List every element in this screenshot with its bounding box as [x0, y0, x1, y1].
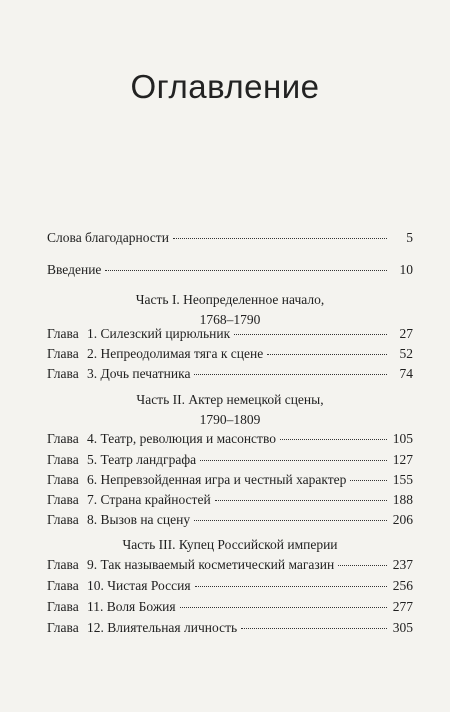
toc-entry-introduction	[47, 262, 413, 278]
page-number: 277	[392, 599, 413, 614]
page-number: 105	[392, 431, 413, 446]
part-heading	[47, 535, 413, 555]
page-number: 74	[399, 366, 413, 381]
toc-entry-chapter	[47, 472, 413, 488]
page-number: 10	[399, 262, 413, 277]
toc-entry-chapter	[47, 599, 413, 615]
entry-label: 1. Силезский цирюльник	[87, 326, 231, 341]
chapter-prefix: Глава	[47, 366, 79, 381]
dot-leader	[173, 238, 387, 239]
entry-label: 5. Театр ландграфа	[87, 452, 197, 467]
dot-leader	[180, 607, 387, 608]
part-title: Часть III. Купец Российской империи	[122, 537, 338, 552]
dot-leader	[234, 334, 387, 335]
chapter-prefix: Глава	[47, 431, 79, 446]
dot-leader	[338, 565, 387, 566]
chapter-prefix: Глава	[47, 472, 79, 487]
part-years: 1768–1790	[199, 312, 261, 327]
entry-label: 4. Театр, революция и масонство	[87, 431, 276, 446]
chapter-prefix: Глава	[47, 346, 79, 361]
page-number: 5	[406, 230, 413, 245]
page-number: 188	[392, 492, 413, 507]
toc-entry-chapter	[47, 452, 413, 468]
part-heading	[47, 390, 413, 430]
toc-entry-chapter	[47, 431, 413, 447]
dot-leader	[267, 354, 387, 355]
dot-leader	[195, 586, 387, 587]
entry-label: 8. Вызов на сцену	[87, 512, 191, 527]
part-title: Часть I. Неопределенное начало,	[135, 292, 325, 307]
page-number: 155	[392, 472, 413, 487]
chapter-prefix: Глава	[47, 452, 79, 467]
toc-entry-chapter	[47, 492, 413, 508]
chapter-prefix: Глава	[47, 512, 79, 527]
page-title: Оглавление	[130, 68, 320, 105]
dot-leader	[194, 520, 387, 521]
toc-entry-chapter	[47, 620, 413, 636]
chapter-prefix: Глава	[47, 599, 79, 614]
entry-label: Слова благодарности	[47, 230, 169, 245]
page-number: 27	[399, 326, 413, 341]
page-number: 52	[399, 346, 413, 361]
page-number: 305	[392, 620, 413, 635]
chapter-prefix: Глава	[47, 492, 79, 507]
page-number: 256	[392, 578, 413, 593]
dot-leader	[194, 374, 387, 375]
entry-label: 12. Влиятельная личность	[87, 620, 238, 635]
toc-entry-acknowledgements	[47, 230, 413, 246]
dot-leader	[350, 480, 387, 481]
page-number: 206	[392, 512, 413, 527]
chapter-prefix: Глава	[47, 326, 79, 341]
entry-label: Введение	[47, 262, 102, 277]
toc-entry-chapter	[47, 512, 413, 528]
entry-label: 7. Страна крайностей	[87, 492, 211, 507]
entry-label: 3. Дочь печатника	[87, 366, 191, 381]
toc-entry-chapter	[47, 366, 413, 382]
dot-leader	[241, 628, 387, 629]
toc-entry-chapter	[47, 578, 413, 594]
dot-leader	[215, 500, 387, 501]
entry-label: 11. Воля Божия	[87, 599, 176, 614]
part-title: Часть II. Актер немецкой сцены,	[136, 392, 324, 407]
toc-entry-chapter	[47, 557, 413, 573]
chapter-prefix: Глава	[47, 557, 79, 572]
dot-leader	[280, 439, 387, 440]
chapter-prefix: Глава	[47, 578, 79, 593]
dot-leader	[105, 270, 387, 271]
entry-label: 10. Чистая Россия	[87, 578, 191, 593]
toc-entry-chapter	[47, 346, 413, 362]
entry-label: 6. Непревзойденная игра и честный характер	[87, 472, 347, 487]
page-number: 127	[392, 452, 413, 467]
entry-label: 9. Так называемый косметический магазин	[87, 557, 335, 572]
part-heading	[47, 290, 413, 330]
chapter-prefix: Глава	[47, 620, 79, 635]
toc-entry-chapter	[47, 326, 413, 342]
dot-leader	[200, 460, 387, 461]
entry-label: 2. Непреодолимая тяга к сцене	[87, 346, 264, 361]
page-number: 237	[392, 557, 413, 572]
part-years: 1790–1809	[199, 412, 261, 427]
